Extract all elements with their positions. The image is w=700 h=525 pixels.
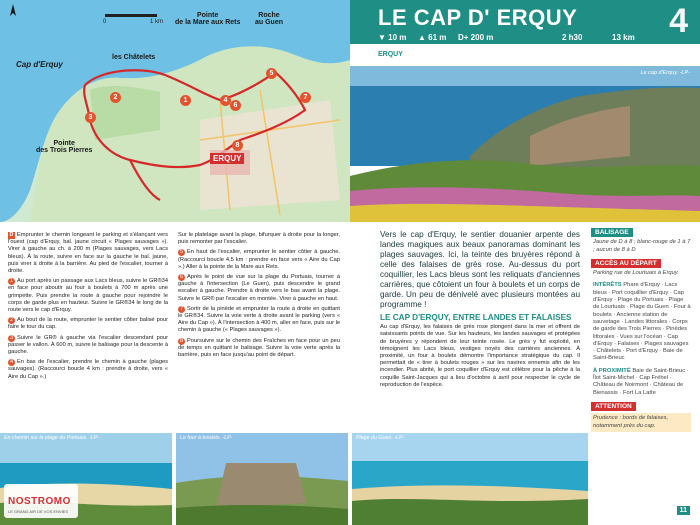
map-label-cap: Cap d'Erquy	[16, 60, 63, 69]
step-7: 7 Sortir de la pinède et emprunter la route à droite en quittant le GR®34. Suivre la voie verte à droite avant le parking (vers « Aire du Cap »). À l'intersection à 400 m, aller en face, puis sur le chemin à gauche (« Plages sauvages »).	[178, 305, 340, 334]
proximite-block	[591, 368, 691, 397]
waypoint-1: 1	[180, 95, 191, 106]
page-number: 11	[677, 506, 690, 515]
step-5: 5 En haut de l'escalier, emprunter le sentier côtier à gauche. (Raccourci boucle 4,5 km : prendre en face vers « Aire du Cap ».) Aller à la pointe de la Mare aux Rets.	[178, 249, 340, 270]
compass-icon	[6, 4, 20, 18]
step-4-marker: 4	[9, 359, 14, 366]
step-d-marker: D	[9, 232, 14, 238]
step-2: 2 Au bout de la route, emprunter le sentier côtier balisé pour faire le tour du cap.	[8, 317, 168, 331]
info-sidebar	[591, 228, 691, 510]
directions-col-2	[178, 232, 340, 362]
stat-duration: 2 h30	[562, 33, 583, 42]
waypoint-7: 7	[300, 92, 311, 103]
step-6: 6 Après le point de vue sur la plage du Portuais, tourner à gauche à l'intersection (Le Guen), puis descendre le grand escalier à gauche. Prendre à droite vers le bas avant la plage. Suivre le GR® par l'escalier en montée. Virer à gauche en haut.	[178, 274, 340, 302]
main-photo-caption: Le cap d'Erquy. -LP-	[640, 70, 690, 76]
stat-altitude-max: ▲ 61 m	[418, 33, 447, 42]
step-4-cont: Sur le platelage avant la plage, bifurquer à droite pour la longer, puis remonter par l'escalier.	[178, 232, 340, 246]
step-8-marker: 8	[179, 337, 184, 344]
bottom-photo-2	[176, 433, 348, 525]
waypoint-2: 2	[110, 92, 121, 103]
main-photo	[350, 66, 700, 222]
waypoint-3: 3	[85, 112, 96, 123]
page-title: LE CAP D' ERQUY	[378, 5, 578, 30]
step-1: 1 Au port après un passage aux Lacs bleus, suivre le GR®34 en face pour aboutir au four à boulets à 700 m après une grimpette. Puis prendre la route à gauche pour rejoindre le corps de garde plus en hauteur. Suivre le GR®34 le long de la route vers le cap d'Erquy.	[8, 278, 168, 314]
logo-text: NOSTROMO	[8, 496, 71, 507]
bottom-photo-1-caption: En chemin sur la plage du Portuais. -LP-	[4, 435, 100, 441]
bottom-photo-2-caption: Le four à boulets. -LP-	[180, 435, 233, 441]
step-3-marker: 3	[9, 334, 14, 341]
publisher-logo	[4, 484, 78, 518]
proximite-text: Baie de Saint-Brieuc · Îlot Saint-Michel · Cap Fréhel · Château de Noirmont · Château de Bienassis · Fort La Latte	[593, 367, 689, 396]
step-1-marker: 1	[9, 278, 14, 285]
balisage-heading: BALISAGE	[591, 228, 633, 237]
directions-col-1	[8, 232, 168, 384]
interets-label: INTÉRÊTS	[593, 282, 622, 289]
logo-subtitle: LE GRAND AIR DE VOS ENVIES	[8, 509, 69, 514]
map-graphic	[0, 0, 350, 222]
waypoint-8: 8	[232, 140, 243, 151]
scale-start-label: 0	[103, 19, 107, 25]
step-7-marker: 7	[179, 305, 184, 312]
map-label-roche-guen: Roche au Guen	[255, 12, 284, 26]
map-label-town: ERQUY	[210, 153, 244, 164]
step-5-marker: 5	[179, 249, 184, 256]
map-label-chatelets: les Châtelets	[112, 54, 156, 61]
route-map	[0, 0, 350, 222]
step-4: 4 En bas de l'escalier, prendre le chemin à gauche (plages sauvages). (Raccourci boucle 4 km : prendre à droite, vers « Aire du Cap ».)	[8, 359, 168, 380]
section-body: Au cap d'Erquy, les falaises de grès rose plongent dans la mer et offrent de saisissants points de vue. Sur les hauteurs, les landes sauvages et protégées de bruyères y répondent de leur teinte rosée. Le grès y fut exploité, en témoignent les Lacs bleus, vestiges noyés des carrières anciennes. À proximité, un four à boulets démontre l'importance stratégique du cap. Il permettait de « tirer à boulets rouges » sur les navires ennemis afin de les incendier. Plus abrité, le port coquillier d'Erquy est célèbre pour la pêche à la coquille Saint-Jacques qui a lieu d'octobre à avril pour respecter le cycle de reproduction de l'espèce.	[380, 324, 580, 388]
stat-elevation: D+ 200 m	[458, 33, 494, 42]
waypoint-4: 4	[220, 95, 231, 106]
interets-text: Phare d'Erquy · Lacs bleus · Port coquillier d'Erquy · Cap d'Erquy · Plage du Portuais · Plage de Lourtuais · Plage du Guen · Four à boulets · Ancienne station de sauvetage · Landes littorales · Corps de garde des Trois Pierres · Pinèdes littorales · Vues sur l'océan · Cap d'Erquy · Falaises · Plages sauvages · Châtelets · Port d'Erquy · Baie de Saint-Brieuc	[593, 282, 691, 362]
interets-block	[591, 282, 691, 362]
attention-text: Prudence : bords de falaises, notamment près du cap.	[591, 413, 691, 432]
location-bar	[350, 44, 700, 66]
waypoint-5: 5	[266, 68, 277, 79]
scale-end-label: 1 km	[150, 19, 164, 25]
acces-text: Parking rue de Lourtuais à Erquy.	[593, 270, 679, 277]
balisage-text: Jaune de D à 8 ; blanc-rouge de 1 à 7 ; aucun de 8 à D	[593, 239, 691, 253]
description-column	[380, 230, 580, 392]
step-2-marker: 2	[9, 317, 14, 324]
map-scale	[105, 14, 157, 17]
stat-distance: 13 km	[612, 33, 635, 42]
route-number: 4	[669, 2, 688, 40]
step-d: D Emprunter le chemin longeant le parking et s'élançant vers l'ouest (cap d'Erquy, bal. jaune circuit « Plages sauvages »). Virer à gauche au ch. à 200 m (Plages sauvages, vers Lacs bleus). À la route, suivre en face sur la gauche le bal. jaune, puis virer à droite à la barrière. Au pied de l'escalier, tourner à droite.	[8, 232, 168, 275]
map-label-pointe-mare: Pointe de la Mare aux Rets	[175, 12, 241, 26]
intro-text: Vers le cap d'Erquy, le sentier douanier arpente des landes magiques aux beaux panoramas dominant les plages sauvages. Ici, la teinte des bruyères répond à celle des falaises de grès rose. Au-dessus du port coquillier, les Lacs bleus sont les reliquats d'anciennes carrières, que côtoient un four à boulets et un corps de garde. Un peu de dénivelé avec plusieurs montées au programme !	[380, 230, 580, 309]
waypoint-6: 6	[230, 100, 241, 111]
step-3: 3 Suivre le GR® à gauche via l'escalier descendant pour passer le vallon. À 600 m, suivre le balisage pour la descente à gauche.	[8, 334, 168, 356]
location-label: ERQUY	[378, 51, 403, 58]
step-6-marker: 6	[179, 274, 184, 281]
route-header	[350, 0, 700, 44]
bottom-photo-3-caption: Plage du Guen. -LP-	[356, 435, 405, 441]
attention-heading: ATTENTION	[591, 402, 636, 411]
stat-altitude-min: ▼ 10 m	[378, 33, 407, 42]
proximite-label: À PROXIMITÉ	[593, 367, 631, 374]
acces-heading: ACCÈS AU DÉPART	[591, 259, 661, 268]
step-8: 8 Poursuivre sur le chemin des Fraîches en face pour un peu de temps en quittant le balisage. Suivre la voie verte après la barrière, puis en face jusqu'au point de départ.	[178, 337, 340, 359]
bottom-photo-3	[352, 433, 588, 525]
map-label-trois-pierres: Pointe des Trois Pierres	[36, 140, 93, 154]
section-title: LE CAP D'ERQUY, ENTRE LANDES ET FALAISES	[380, 313, 572, 322]
